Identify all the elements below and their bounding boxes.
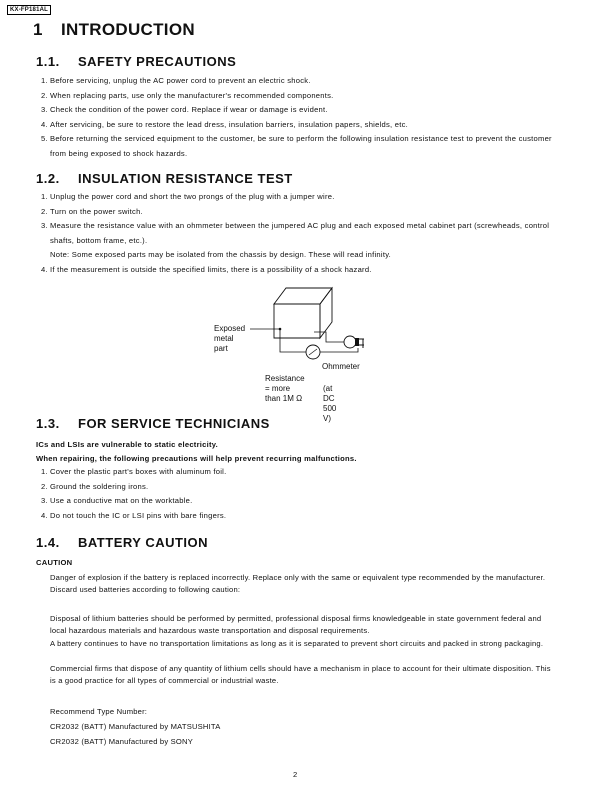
section-title: BATTERY CAUTION [78,535,209,550]
label-dc: (at DC 500 V) [323,384,337,423]
label-exposed-3: part [214,344,228,353]
static-warning: ICs and LSIs are vulnerable to static electricity. [36,440,219,449]
technician-list [36,465,561,523]
section-heading-battery [36,535,208,550]
list-item: 2. Ground the soldering irons. [41,481,149,491]
insulation-note: Note: Some exposed parts may be isolated from the chassis by design. These will read infinity. [50,250,392,260]
recommend-label: Recommend Type Number: [50,707,148,716]
label-exposed-1: Exposed [214,324,246,333]
disposal-paragraph: Disposal of lithium batteries should be performed by permitted, professional disposal firms knowledgeable in state government federal and local hazardous materials and hazardous waste transportation and disposal requirements. [50,614,542,636]
list-item: 1. Before servicing, unplug the AC power cord to prevent an electric shock. [41,76,311,85]
list-item: 5. Before returning the serviced equipment to the customer, be sure to perform the following insulation resistance test to prevent the customer from being exposed to shock hazards. [41,134,552,158]
label-ohmmeter: Ohmmeter [322,362,360,371]
label-resistance: Resistance = more than 1M Ω [265,374,305,403]
model-tag: KX-FP181AL [7,5,51,15]
section-number: 1.1. [36,54,60,69]
section-number: 1.4. [36,535,60,550]
list-item: 1. Cover the plastic part's boxes with aluminum foil. [41,467,227,476]
chapter-title [33,20,195,40]
transport-paragraph: A battery continues to have no transportation limitations as long as it is separated to prevent short circuits and packed in strong packaging. [50,639,544,648]
battery-type-2: CR2032 (BATT) Manufactured by SONY [50,737,193,746]
section-title: SAFETY PRECAUTIONS [78,54,237,69]
caution-label: CAUTION [36,558,73,567]
chapter-title-text: INTRODUCTION [61,20,195,39]
list-item: 3. Measure the resistance value with an ohmmeter between the jumpered AC plug and each exposed metal cabinet part (screwheads, control shafts, bottom frame, etc.). Note: Some exposed parts may be isolated from the chassis by design. These will read infinity. [36,219,561,263]
section-heading-technicians [36,416,270,431]
diagram-drawing [210,278,390,363]
section-number: 1.2. [36,171,60,186]
list-item: 4. If the measurement is outside the specified limits, there is a possibility of a shock hazard. [41,264,372,274]
section-heading-insulation [36,171,293,186]
commercial-paragraph: Commercial firms that dispose of any quantity of lithium cells should have a mechanism in place to account for their ultimate disposition. This is a good practice for all types of commercial or industrial waste. [50,664,551,686]
list-item: 4. After servicing, be sure to restore the lead dress, insulation barriers, insulation papers, shields, etc. [41,119,409,129]
list-item: 4. Do not touch the IC or LSI pins with bare fingers. [41,510,227,520]
list-item: 3. Check the condition of the power cord. Replace if wear or damage is evident. [41,105,328,115]
list-item: 1. Unplug the power cord and short the two prongs of the plug with a jumper wire. [41,192,335,201]
section-title: INSULATION RESISTANCE TEST [78,171,293,186]
list-item: 2. Turn on the power switch. [41,206,143,216]
page-number: 2 [293,770,298,779]
section-number: 1.3. [36,416,60,431]
list-item: 3. Use a conductive mat on the worktable. [41,496,193,506]
section-title: FOR SERVICE TECHNICIANS [78,416,270,431]
label-exposed-2: metal [214,334,234,343]
insulation-list [36,190,561,278]
list-item: 2. When replacing parts, use only the manufacturer's recommended components. [41,90,334,100]
safety-list [36,74,561,162]
section-heading-safety [36,54,236,69]
battery-type-1: CR2032 (BATT) Manufactured by MATSUSHITA [50,722,221,731]
caution-paragraph: Danger of explosion if the battery is replaced incorrectly. Replace only with the same or equivalent type recommended by the manufacturer. Discard used batteries according to following caution: [50,573,546,595]
chapter-number: 1 [33,20,43,39]
repair-warning: When repairing, the following precautions will help prevent recurring malfunctions. [36,454,357,463]
